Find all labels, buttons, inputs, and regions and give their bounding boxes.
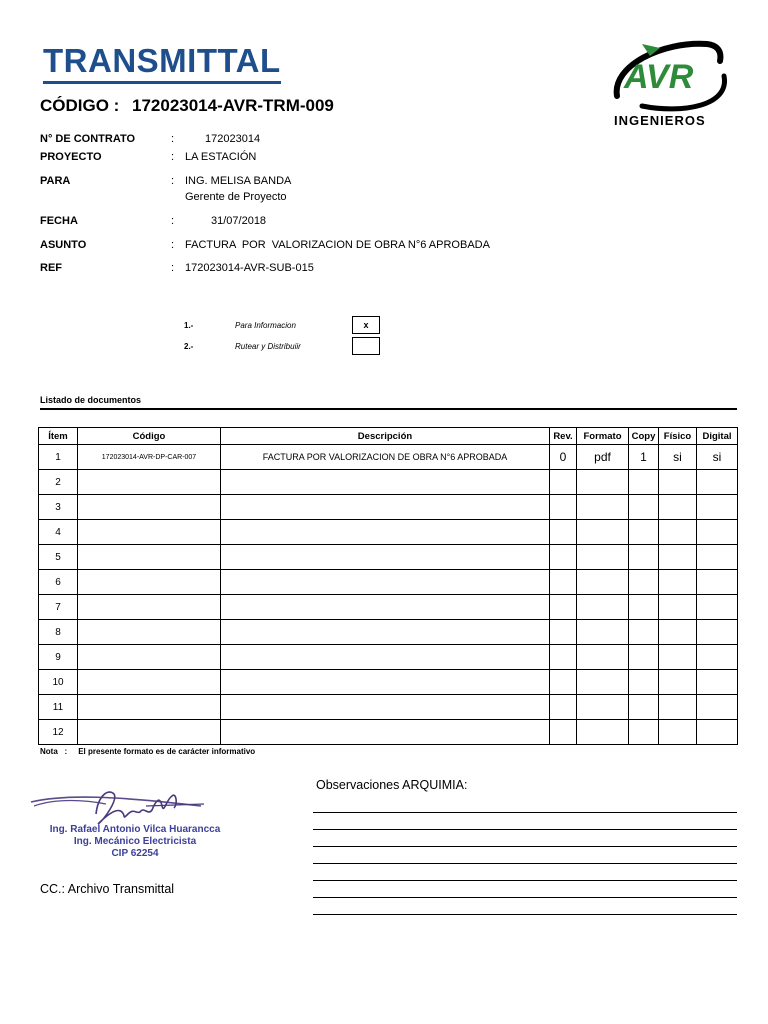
ref-value: 172023014-AVR-SUB-015 <box>185 262 314 274</box>
documents-table <box>38 427 738 745</box>
cell-codigo: 172023014-AVR-DP-CAR-007 <box>78 445 221 470</box>
cell-digital <box>697 670 738 695</box>
cell-descripcion <box>221 645 550 670</box>
asunto-colon: : <box>171 239 175 251</box>
cell-descripcion <box>221 620 550 645</box>
cell-rev <box>550 495 577 520</box>
observaciones-title: Observaciones ARQUIMIA: <box>316 778 468 792</box>
para-label: PARA <box>40 175 71 187</box>
cell-digital <box>697 645 738 670</box>
cell-digital <box>697 495 738 520</box>
asunto-label: ASUNTO <box>40 239 87 251</box>
col-header-item: Ítem <box>39 428 78 445</box>
cell-copy <box>629 495 659 520</box>
cell-rev <box>550 695 577 720</box>
observaciones-line[interactable] <box>313 914 737 915</box>
codigo-value: 172023014-AVR-TRM-009 <box>132 96 334 115</box>
fecha-label: FECHA <box>40 215 78 227</box>
observaciones-line[interactable] <box>313 812 737 813</box>
cell-formato <box>577 595 629 620</box>
table-row <box>39 495 738 520</box>
table-row <box>39 570 738 595</box>
cell-rev <box>550 470 577 495</box>
cell-codigo <box>78 595 221 620</box>
proyecto-colon: : <box>171 151 175 163</box>
contrato-colon: : <box>171 133 175 145</box>
cell-digital <box>697 595 738 620</box>
col-header-rev: Rev. <box>550 428 577 445</box>
col-header-formato: Formato <box>577 428 629 445</box>
fecha-value: 31/07/2018 <box>211 215 267 227</box>
logo-subtitle: INGENIEROS <box>614 113 706 128</box>
cell-rev <box>550 545 577 570</box>
cell-copy <box>629 695 659 720</box>
observaciones-line[interactable] <box>313 846 737 847</box>
cell-item: 3 <box>39 495 78 520</box>
listado-divider <box>40 408 737 410</box>
col-header-descripcion: Descripción <box>221 428 550 445</box>
cell-fisico <box>659 570 697 595</box>
cell-codigo <box>78 645 221 670</box>
cell-descripcion <box>221 495 550 520</box>
cell-codigo <box>78 620 221 645</box>
ref-colon: : <box>171 262 175 274</box>
cell-copy <box>629 470 659 495</box>
signature-cip: CIP 62254 <box>111 848 159 859</box>
cell-item: 1 <box>39 445 78 470</box>
cell-formato: pdf <box>577 445 629 470</box>
option-2-checkbox[interactable] <box>352 337 380 355</box>
cell-descripcion <box>221 520 550 545</box>
cell-digital <box>697 695 738 720</box>
cell-item: 11 <box>39 695 78 720</box>
cell-item: 2 <box>39 470 78 495</box>
cell-descripcion <box>221 545 550 570</box>
option-1-checkbox[interactable]: x <box>352 316 380 334</box>
cell-copy <box>629 570 659 595</box>
cell-fisico <box>659 520 697 545</box>
option-2-number: 2.- <box>184 342 194 351</box>
cell-item: 6 <box>39 570 78 595</box>
cell-rev <box>550 595 577 620</box>
cell-item: 9 <box>39 645 78 670</box>
para-colon: : <box>171 175 175 187</box>
cell-formato <box>577 520 629 545</box>
observaciones-line[interactable] <box>313 829 737 830</box>
signature-role: Ing. Mecánico Electricista <box>73 836 197 847</box>
document-title: TRANSMITTAL <box>43 42 281 84</box>
proyecto-value: LA ESTACIÓN <box>185 151 257 163</box>
option-2-label: Rutear y Distribuiir <box>235 342 301 351</box>
cell-codigo <box>78 720 221 745</box>
cell-rev: 0 <box>550 445 577 470</box>
cell-codigo <box>78 670 221 695</box>
contrato-label: N° DE CONTRATO <box>40 133 136 145</box>
cell-fisico <box>659 670 697 695</box>
cell-rev <box>550 620 577 645</box>
observaciones-line[interactable] <box>313 880 737 881</box>
option-1-number: 1.- <box>184 321 194 330</box>
cell-digital <box>697 520 738 545</box>
cell-descripcion <box>221 570 550 595</box>
cell-fisico <box>659 470 697 495</box>
cell-digital <box>697 570 738 595</box>
cell-copy <box>629 620 659 645</box>
table-row <box>39 520 738 545</box>
para-role: Gerente de Proyecto <box>185 191 287 203</box>
cell-fisico <box>659 720 697 745</box>
cell-fisico <box>659 545 697 570</box>
cell-codigo <box>78 570 221 595</box>
cell-digital <box>697 545 738 570</box>
cell-fisico <box>659 695 697 720</box>
cell-rev <box>550 720 577 745</box>
cell-formato <box>577 620 629 645</box>
proyecto-label: PROYECTO <box>40 151 102 163</box>
cell-fisico <box>659 595 697 620</box>
cell-fisico <box>659 620 697 645</box>
cell-descripcion <box>221 470 550 495</box>
cell-descripcion <box>221 720 550 745</box>
table-row <box>39 595 738 620</box>
cell-fisico <box>659 495 697 520</box>
codigo-label: CÓDIGO : <box>40 96 120 115</box>
cell-rev <box>550 645 577 670</box>
cell-formato <box>577 670 629 695</box>
cell-item: 5 <box>39 545 78 570</box>
cell-copy <box>629 670 659 695</box>
svg-text:AVR: AVR <box>624 58 694 96</box>
listado-title: Listado de documentos <box>40 395 142 405</box>
asunto-value: FACTURA POR VALORIZACION DE OBRA N°6 APROBADA <box>185 239 490 251</box>
cell-codigo <box>78 495 221 520</box>
cell-formato <box>577 695 629 720</box>
cell-codigo <box>78 470 221 495</box>
table-header-row <box>39 428 738 445</box>
table-row <box>39 445 738 470</box>
ref-label: REF <box>40 262 62 274</box>
signature-name: Ing. Rafael Antonio Vilca Huarancca <box>49 824 221 835</box>
cell-codigo <box>78 520 221 545</box>
cell-formato <box>577 720 629 745</box>
cell-item: 4 <box>39 520 78 545</box>
cell-formato <box>577 470 629 495</box>
col-header-copy: Copy <box>629 428 659 445</box>
cell-copy <box>629 545 659 570</box>
cell-formato <box>577 495 629 520</box>
table-row <box>39 695 738 720</box>
cell-copy <box>629 645 659 670</box>
observaciones-line[interactable] <box>313 863 737 864</box>
cell-copy: 1 <box>629 445 659 470</box>
cell-digital <box>697 620 738 645</box>
cell-item: 7 <box>39 595 78 620</box>
cell-rev <box>550 670 577 695</box>
table-row <box>39 620 738 645</box>
col-header-digital: Digital <box>697 428 738 445</box>
cell-formato <box>577 570 629 595</box>
cell-rev <box>550 570 577 595</box>
cell-digital <box>697 720 738 745</box>
cell-descripcion <box>221 595 550 620</box>
cell-copy <box>629 595 659 620</box>
col-header-fisico: Físico <box>659 428 697 445</box>
cell-fisico: si <box>659 445 697 470</box>
cell-item: 8 <box>39 620 78 645</box>
cell-item: 10 <box>39 670 78 695</box>
table-row <box>39 645 738 670</box>
option-1-label: Para Informacion <box>235 321 296 330</box>
cell-descripcion <box>221 695 550 720</box>
cell-formato <box>577 545 629 570</box>
cell-codigo <box>78 545 221 570</box>
col-header-codigo: Código <box>78 428 221 445</box>
cell-codigo <box>78 695 221 720</box>
nota-text: Nota : El presente formato es de carácter informativo <box>40 747 256 756</box>
cc-text: CC.: Archivo Transmittal <box>40 882 175 896</box>
cell-digital: si <box>697 445 738 470</box>
table-row <box>39 545 738 570</box>
cell-digital <box>697 470 738 495</box>
cell-formato <box>577 645 629 670</box>
cell-rev <box>550 520 577 545</box>
table-row <box>39 470 738 495</box>
fecha-colon: : <box>171 215 175 227</box>
cell-copy <box>629 720 659 745</box>
cell-copy <box>629 520 659 545</box>
cell-fisico <box>659 645 697 670</box>
table-row <box>39 720 738 745</box>
table-row <box>39 670 738 695</box>
cell-item: 12 <box>39 720 78 745</box>
observaciones-line[interactable] <box>313 897 737 898</box>
cell-descripcion <box>221 670 550 695</box>
cell-descripcion: FACTURA POR VALORIZACION DE OBRA N°6 APROBADA <box>221 445 550 470</box>
contrato-value: 172023014 <box>205 133 261 145</box>
para-value: ING. MELISA BANDA <box>185 175 292 187</box>
